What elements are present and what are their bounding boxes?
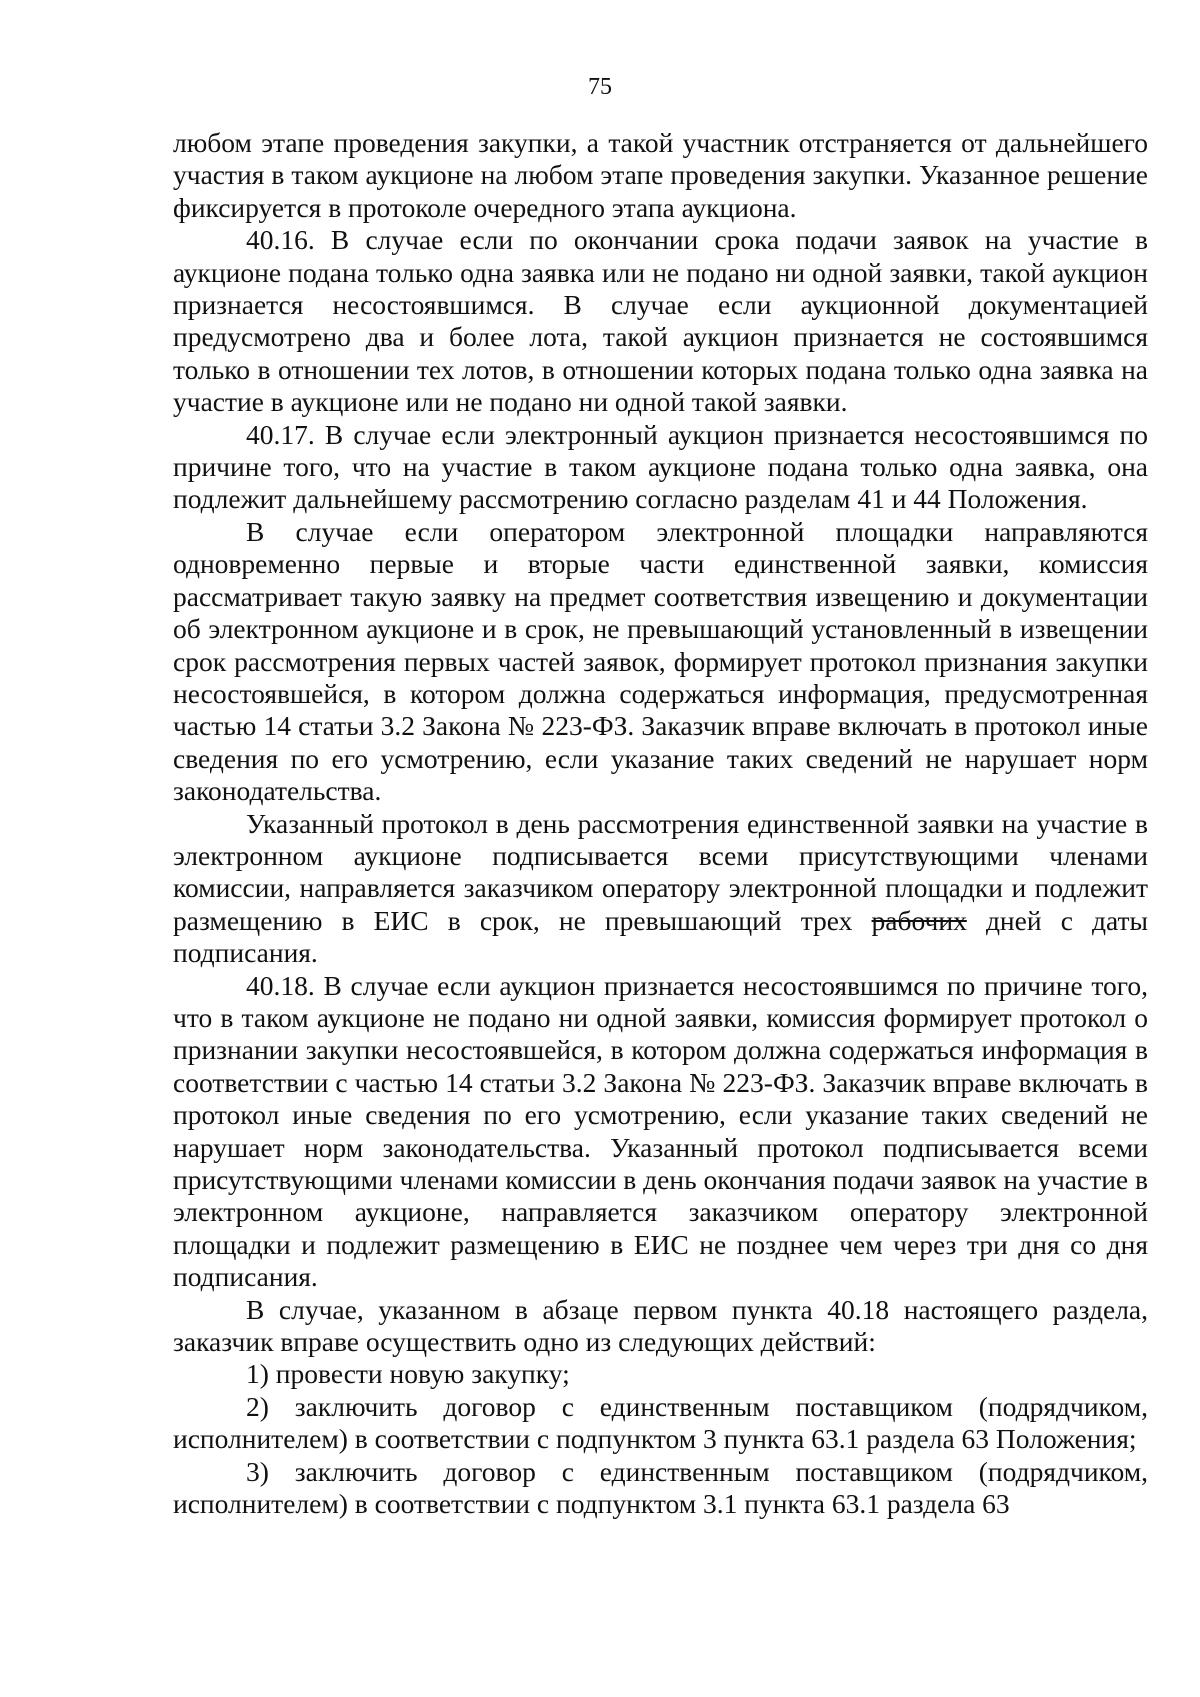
paragraph-40-17: 40.17. В случае если электронный аукцион признается несостоявшимся по причине того, что на участие в таком аукционе подана только одна заявка, она подлежит дальнейшему рассмотрению согласно разделам 41 и 44 Положения. xyxy=(173,418,1148,515)
struck-word: рабочих xyxy=(871,904,967,936)
list-item-3: 3) заключить договор с единственным поставщиком (подрядчиком, исполнителем) в соответствии с подпунктом 3.1 пункта 63.1 раздела 63 xyxy=(173,1455,1148,1520)
list-item-1: 1) провести новую закупку; xyxy=(246,1358,570,1390)
paragraph-customer-actions: В случае, указанном в абзаце первом пункта 40.18 настоящего раздела, заказчик вправе осуществить одно из следующих действий: xyxy=(173,1293,1148,1358)
paragraph-single-application-review: В случае если оператором электронной площадки направляются одновременно первые и вторые части единственной заявки, комиссия рассматривает такую заявку на предмет соответствия извещению и документации об электронном аукционе и в срок, не превышающий установленный в извещении срок рассмотрения первых частей заявок, формирует протокол признания закупки несостоявшейся, в котором должна содержаться информация, предусмотренная частью 14 статьи 3.2 Закона № 223-ФЗ. Заказчик вправе включать в протокол иные сведения по его усмотрению, если указание таких сведений не нарушает норм законодательства. xyxy=(173,515,1148,807)
paragraph-protocol-signing-text-start: Указанный протокол в день рассмотрения единственной заявки на участие в электронном аукционе подписывается всеми присутствующими членами комиссии, направляется заказчиком оператору электронной площадки и подлежит размещению в ЕИС в срок, не превышающий трех xyxy=(173,807,1148,936)
paragraph-continuation: любом этапе проведения закупки, а такой участник отстраняется от дальнейшего участия в таком аукционе на любом этапе проведения закупки. Указанное решение фиксируется в протоколе очередного этапа аукциона. xyxy=(173,127,1148,223)
page-number: 75 xyxy=(588,74,612,100)
paragraph-protocol-signing xyxy=(173,808,1148,970)
list-item-2: 2) заключить договор с единственным поставщиком (подрядчиком, исполнителем) в соответствии с подпунктом 3 пункта 63.1 раздела 63 Положения; xyxy=(173,1390,1148,1455)
paragraph-40-16: 40.16. В случае если по окончании срока подачи заявок на участие в аукционе подана только одна заявка или не подано ни одной заявки, такой аукцион признается несостоявшимся. В случае если аукционной документацией предусмотрено два и более лота, такой аукцион признается не состоявшимся только в отношении тех лотов, в отношении которых подана только одна заявка на участие в аукционе или не подано ни одной такой заявки. xyxy=(173,224,1148,418)
paragraph-protocol-signing-text-end: дней с даты подписания. xyxy=(173,904,1148,969)
paragraph-40-18: 40.18. В случае если аукцион признается несостоявшимся по причине того, что в таком аукционе не подано ни одной заявки, комиссия формирует протокол о признании закупки несостоявшейся, в котором должна содержаться информация в соответствии с частью 14 статьи 3.2 Закона № 223-ФЗ. Заказчик вправе включать в протокол иные сведения по его усмотрению, если указание таких сведений не нарушает норм законодательства. Указанный протокол подписывается всеми присутствующими членами комиссии в день окончания подачи заявок на участие в электронном аукционе, направляется заказчиком оператору электронной площадки и подлежит размещению в ЕИС не позднее чем через три дня со дня подписания. xyxy=(173,969,1148,1293)
document-body xyxy=(173,127,1148,1520)
